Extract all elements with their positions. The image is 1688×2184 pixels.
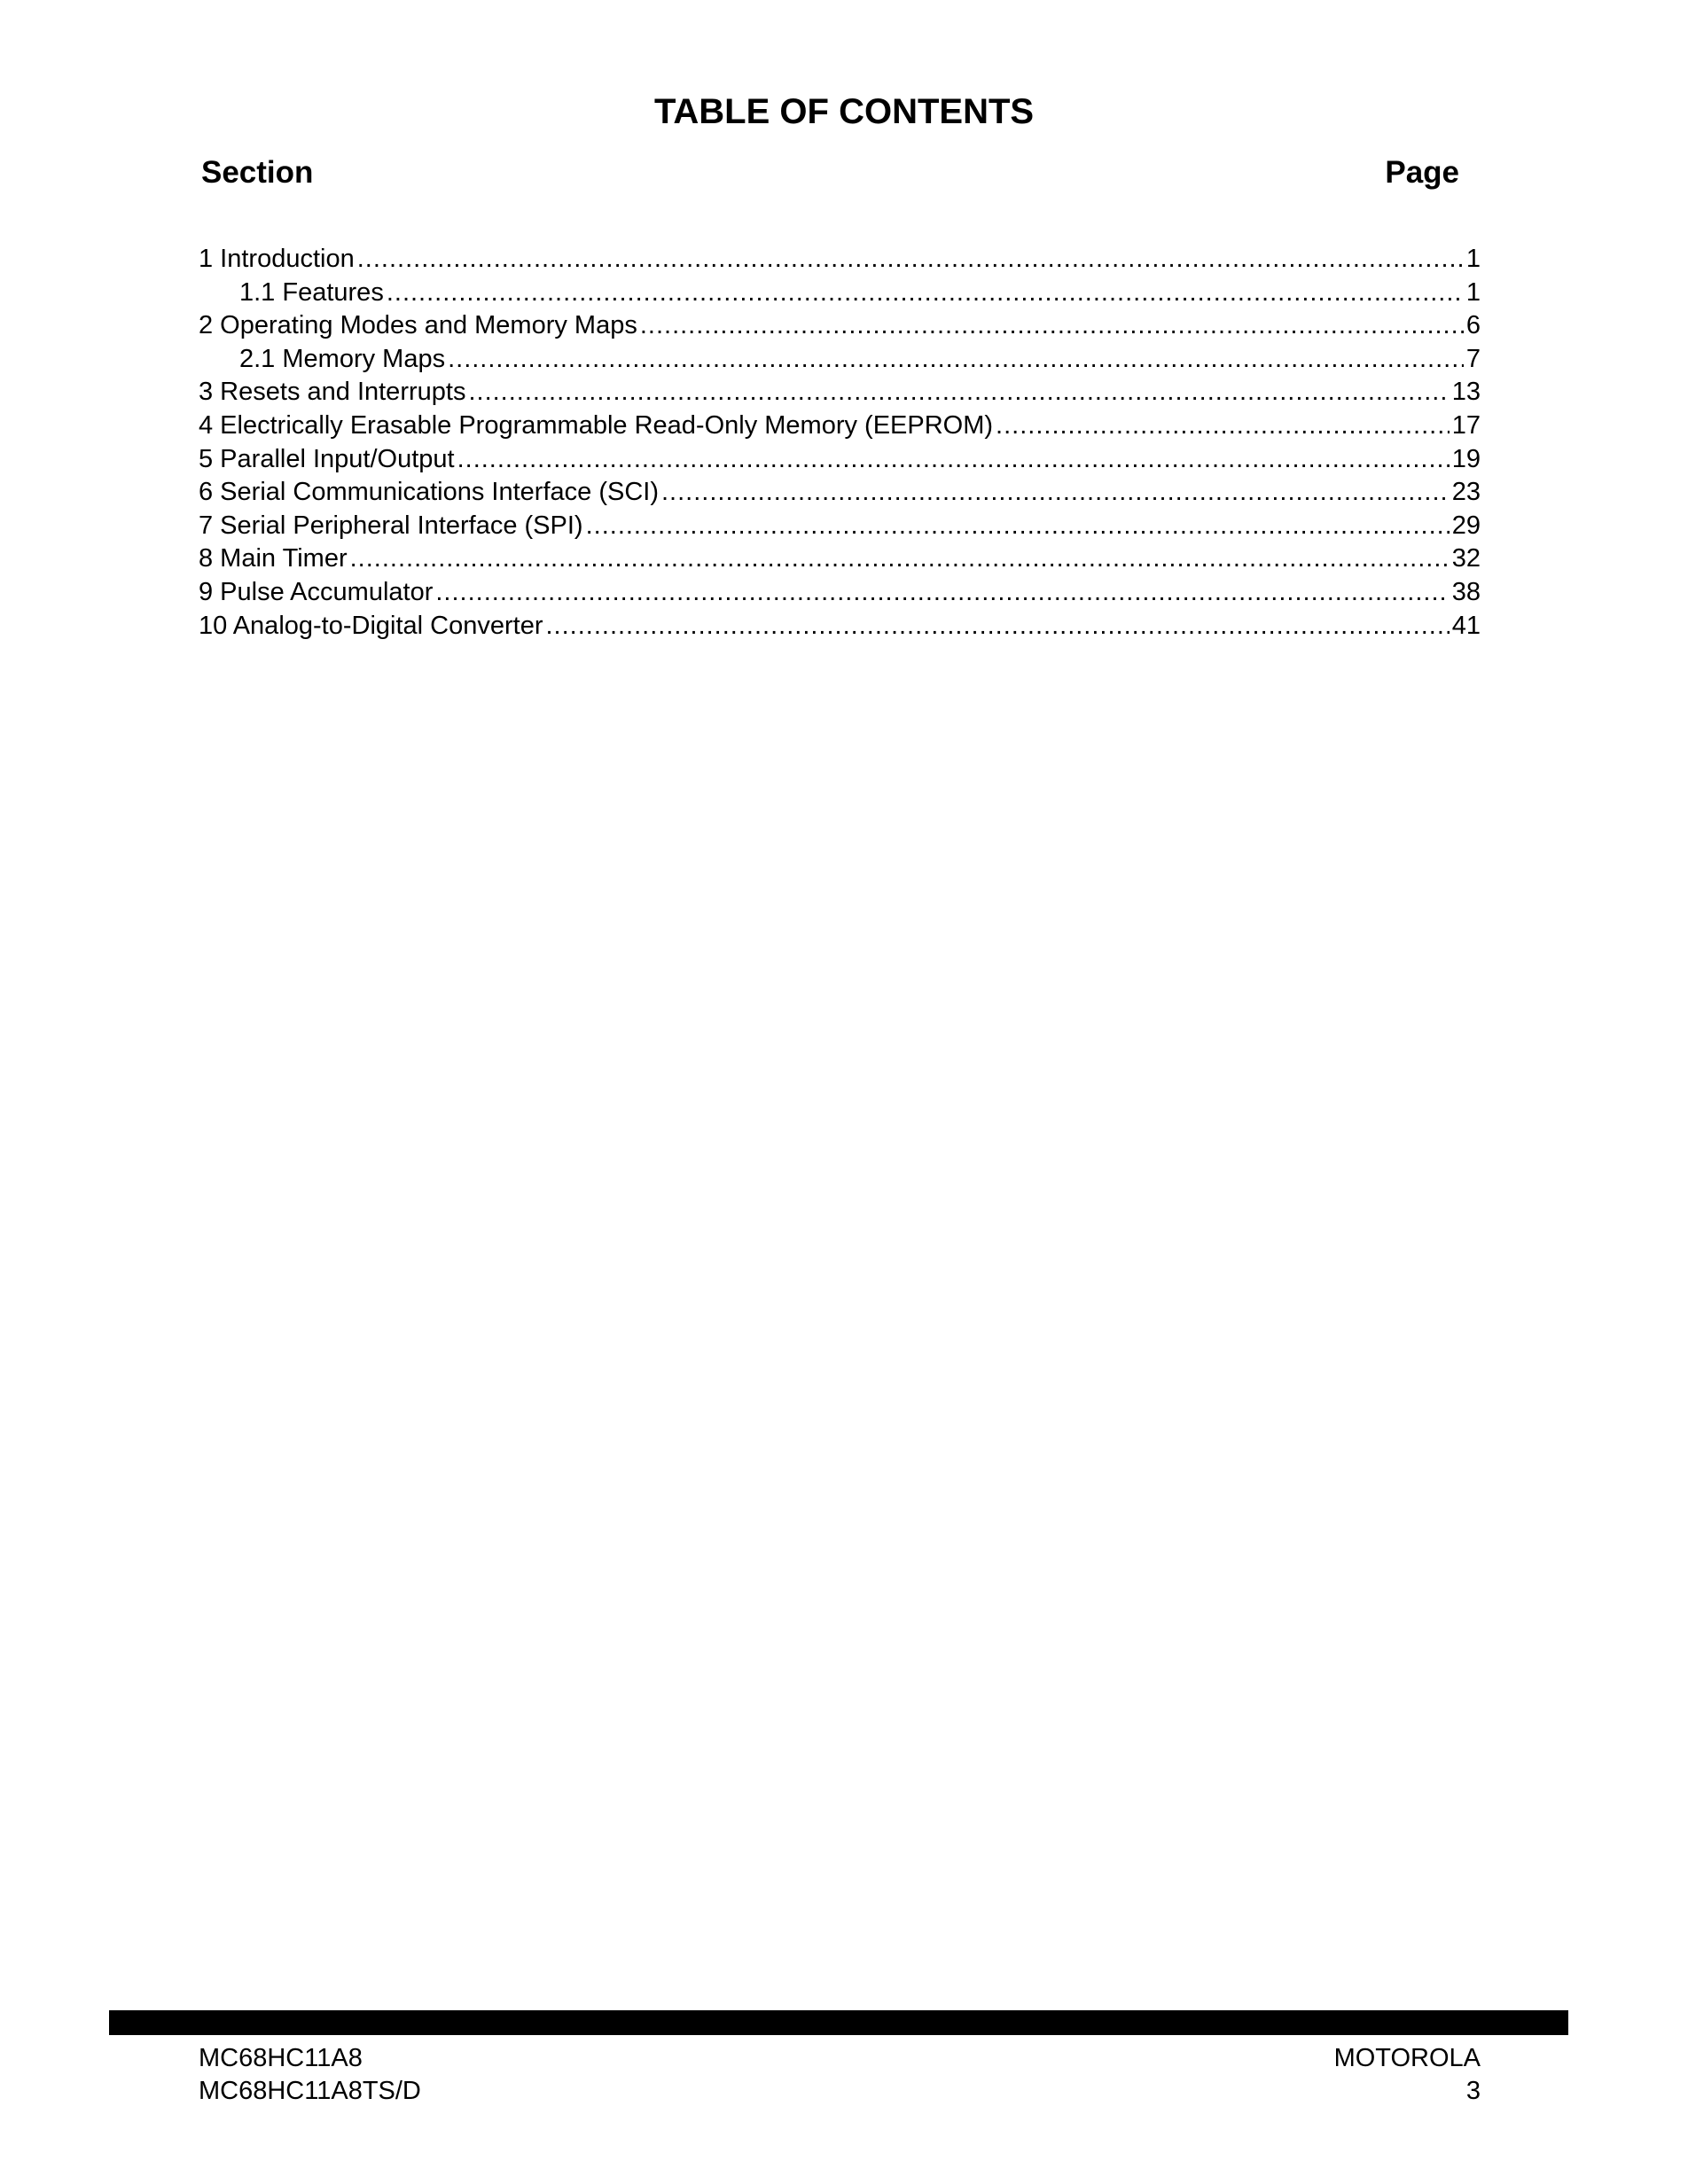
toc-entry-label: 8 Main Timer: [199, 544, 348, 573]
toc-entry-page: 38: [1451, 577, 1481, 606]
toc-entry-label: 6 Serial Communications Interface (SCI): [199, 478, 659, 507]
toc-entry-page: 6: [1465, 311, 1481, 340]
toc-entry-main-timer[interactable]: [199, 542, 1481, 576]
toc-entry-label: 1.1 Features: [239, 277, 384, 307]
toc-entry-memory-maps[interactable]: [199, 343, 1481, 377]
footer-left: [199, 2042, 421, 2108]
toc-entry-operating-modes[interactable]: [199, 309, 1481, 343]
dot-leader: [350, 542, 1450, 576]
toc-entry-page: 19: [1451, 444, 1481, 473]
page-title: TABLE OF CONTENTS: [653, 92, 1035, 131]
dot-leader: [640, 309, 1464, 343]
toc-entry-parallel-io[interactable]: [199, 443, 1481, 477]
toc-entry-label: 10 Analog-to-Digital Converter: [199, 611, 543, 640]
toc-entry-label: 3 Resets and Interrupts: [199, 378, 466, 407]
toc-entry-page: 23: [1451, 478, 1481, 507]
section-column-heading: Section: [201, 155, 314, 190]
toc-entry-page: 17: [1451, 410, 1481, 440]
dot-leader: [545, 610, 1449, 644]
toc-entry-spi[interactable]: [199, 510, 1481, 543]
dot-leader: [357, 243, 1464, 277]
toc-entry-label: 5 Parallel Input/Output: [199, 444, 455, 473]
toc-entry-page: 1: [1465, 277, 1481, 307]
toc-entry-pulse-accumulator[interactable]: [199, 576, 1481, 610]
dot-leader: [387, 277, 1464, 310]
toc-entry-label: 2 Operating Modes and Memory Maps: [199, 311, 637, 340]
dot-leader: [661, 476, 1450, 510]
toc-entry-page: 32: [1451, 544, 1481, 573]
dot-leader: [457, 443, 1450, 477]
dot-leader: [996, 410, 1450, 443]
dot-leader: [448, 343, 1464, 377]
toc-entry-page: 7: [1465, 344, 1481, 373]
toc-entry-resets-interrupts[interactable]: [199, 376, 1481, 410]
toc-entry-page: 41: [1451, 611, 1481, 640]
toc-entry-introduction[interactable]: [199, 243, 1481, 277]
toc-entry-eeprom[interactable]: [199, 410, 1481, 443]
dot-leader: [586, 510, 1450, 543]
footer-page-number: 3: [1465, 2077, 1481, 2105]
toc-entry-page: 13: [1451, 378, 1481, 407]
toc-list: [199, 243, 1481, 643]
footer-rule: [109, 2010, 1568, 2035]
dot-leader: [435, 576, 1449, 610]
footer-company: MOTOROLA: [1333, 2044, 1481, 2072]
toc-entry-label: 1 Introduction: [199, 245, 355, 273]
toc-entry-label: 7 Serial Peripheral Interface (SPI): [199, 511, 583, 540]
dot-leader: [468, 376, 1449, 410]
toc-entry-adc[interactable]: [199, 610, 1481, 644]
toc-entry-features[interactable]: [199, 277, 1481, 310]
toc-entry-label: 9 Pulse Accumulator: [199, 577, 434, 606]
footer-document-number: MC68HC11A8TS/D: [199, 2077, 421, 2105]
toc-entry-page: 1: [1465, 245, 1481, 273]
footer-right: [1334, 2042, 1481, 2108]
toc-entry-page: 29: [1451, 511, 1481, 540]
toc-entry-label: 4 Electrically Erasable Programmable Read-Only Memory (EEPROM): [199, 410, 994, 440]
page-column-heading: Page: [1385, 155, 1459, 190]
toc-entry-sci[interactable]: [199, 476, 1481, 510]
toc-entry-label: 2.1 Memory Maps: [239, 344, 446, 373]
footer-part-number: MC68HC11A8: [199, 2044, 363, 2072]
